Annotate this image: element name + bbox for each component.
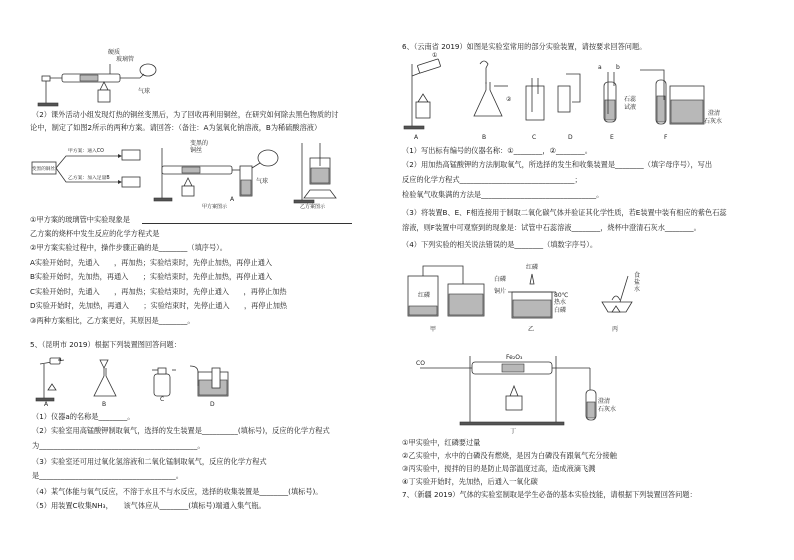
fig-label-balloon: 气球 [138,88,151,95]
fig7-co: CO [416,360,425,367]
fig-label-hard: 硬质 [108,49,121,56]
question5-2: （2）实验室用高锰酸钾制取氧气，选择的发生装置是__________(填标号)，反应的化学方程式 [32,426,330,435]
fig7-salt1: 食 [634,272,641,279]
fig7-hot1: 80℃ [554,292,569,299]
left-column [30,0,400,560]
fig6-a-mark: a [598,64,602,71]
question5-3b: 是______________________________________。 [32,471,183,480]
fig6-f-label2: 石灰水 [704,118,723,125]
question6-3b: 溶液，则F装置中可观察到的现象是：试管中石蕊溶液________，烧杯中澄清石灰水________。 [402,223,701,232]
caption-yi: 乙方案图示 [300,204,326,210]
fig7-copper: 铜片 [494,288,507,295]
fig5-label-d: D [210,401,215,408]
statement-3: ③丙实验中，搅拌的目的是防止局部温度过高，造成液滴飞溅 [402,464,596,473]
scheme-arrow2-label: 乙方案：加入足量B [68,176,110,181]
fig7-white-p: 白磷 [494,276,507,283]
fig7-label-ding: 丁 [510,428,517,435]
question-a1: ①甲方案的玻璃管中实验现象是 [30,215,130,224]
fig6-apparatus [404,56,724,136]
option-b: B实验开始时，先加热，再通入 ；实验结束时，先停止加热，再停止通入 [30,272,273,281]
option-a: A实验开始时，先通入 ，再加热；实验结束时，先停止加热，再停止通入 [30,258,273,267]
scheme-heat-label: 变黑的 [190,140,209,147]
fig6-label-b: B [482,134,487,141]
question5-2b: 为____________________________________________。 [32,441,205,450]
question5-5: （5）用装置C收集NH₃， 该气体应从________(填标号)端通入集气瓶。 [32,501,266,510]
fig7-hot2: 热水 [554,299,567,306]
fig6-mark-2: ② [506,96,512,103]
statement-1: ①甲实验中，红磷要过量 [402,438,481,447]
question6-2: （2）用加热高锰酸钾的方法制取氧气，所选择的发生和收集装置是________（填字母序号），写出 [402,160,713,169]
fig5-label-b: B [102,401,107,408]
scheme-arrow1-label: 甲方案：通入CO [68,149,104,154]
question6-2c: 检验氧气收集满的方法是________________________________。 [402,190,604,199]
fig5-label-c: C [160,396,165,403]
fig6-f-label1: 澄清 [708,110,721,117]
question5-3: （3）实验室还可用过氧化氢溶液和二氧化锰制取氧气，反应的化学方程式 [32,457,267,466]
scheme-a-label: A [230,196,235,203]
fig6-label-a: A [414,134,419,141]
question7-title: 7、（新疆 2019）气体的实验室制取是学生必备的基本实验技能，请根据下列装置回答问题： [402,490,697,499]
scheme-heat-label2: 铜丝 [190,147,203,154]
question-a3: ②甲方案实验过程中，操作步骤正确的是________（填序号）。 [30,243,227,252]
fig7-lime1: 澄清 [598,398,611,405]
q2-intro-line1: （2）课外活动小组发现灯热的铜丝变黑后，为了回收再利用铜丝，在研究如何除去黑色物质的讨 [32,110,339,119]
fig7-red-p-yi: 红磷 [526,264,539,271]
question-a2: 乙方案的烧杯中发生反应的化学方程式是 [30,229,160,238]
fig6-e-label1: 石蕊 [624,96,637,103]
question6-2b: 反应的化学方程式________________________________； [402,175,582,184]
fig6-label-c: C [532,134,537,141]
answer-line [142,215,352,224]
fig7-red-p-jia: 红磷 [418,292,431,299]
question5-4: （4）某气体能与氧气反应，不溶于水且不与水反应，选择的收集装置是________(填标号)。 [32,487,323,496]
scheme-balloon-label: 气球 [256,178,269,185]
fig7-white-p2: 白磷 [554,307,567,314]
question-a4: ③两种方案相比，乙方案更好，其原因是________。 [30,316,195,325]
fig6-label-d: D [568,134,573,141]
question6-1: （1）写出标有编号的仪器名称：①________，②________。 [402,146,592,155]
fig6-label-f: F [664,134,668,141]
fig7-label-yi: 乙 [528,326,535,333]
fig6-mark-1: ① [432,52,438,59]
fig7-fe2o3: Fe₂O₃ [506,354,523,361]
fig6-e-label2: 试液 [624,104,637,111]
question6-3: （3）将装置B、E、F相连接用于制取二氧化碳气体并验证其化学性质，若E装置中装有相应的紫色石蕊 [402,208,727,217]
option-d: D实验开始时，先加热，再通入 ；实验结束时，先停止通入 ，再停止加热 [30,301,288,310]
fig-label-glass-tube: 玻璃管 [116,56,135,63]
fig5-label-a: A [44,401,49,408]
question5-1: （1）仪器a的名称是________。 [32,412,135,421]
fig7-label-bing: 丙 [612,326,619,333]
q2-intro-line2: 论中，制定了如图2所示的两种方案。请回答：（备注：A为氢氧化钠溶液，B为稀硫酸溶液） [30,123,322,132]
fig7-salt2: 盐 [634,279,641,286]
fig7-label-jia: 甲 [430,326,437,333]
question6-4: （4）下列实验的相关说法错误的是________（填数字序号）。 [402,240,598,249]
fig7-lime2: 石灰水 [598,406,617,413]
statement-4: ④丁实验开始时，先加热，后通入一氧化碳 [402,477,538,486]
caption-jia: 甲方案图示 [202,204,228,210]
fig6-label-e: E [610,134,614,141]
right-column [402,0,774,560]
question5-title: 5、（昆明市 2019）根据下列装置图回答问题： [30,340,181,349]
fig7-ding-apparatus [410,346,640,428]
option-c: C实验开始时，先通入 ，再加热；实验结束时，先停止通入 ，再停止加热 [30,287,287,296]
fig5-a-mark: a [58,356,62,363]
question6-title: 6、（云南省 2019）如图是实验室常用的部分实验装置，请按要求回答问题。 [402,42,647,51]
fig6-b-mark: b [616,64,620,71]
fig7-salt3: 水 [634,286,641,293]
scheme-box-label: 变黑的铜丝 [32,167,55,172]
statement-2: ②乙实验中，水中的白磷没有燃烧，是因为白磷没有跟氧气充分接触 [402,451,617,460]
tube-balloon-figure [40,50,190,108]
